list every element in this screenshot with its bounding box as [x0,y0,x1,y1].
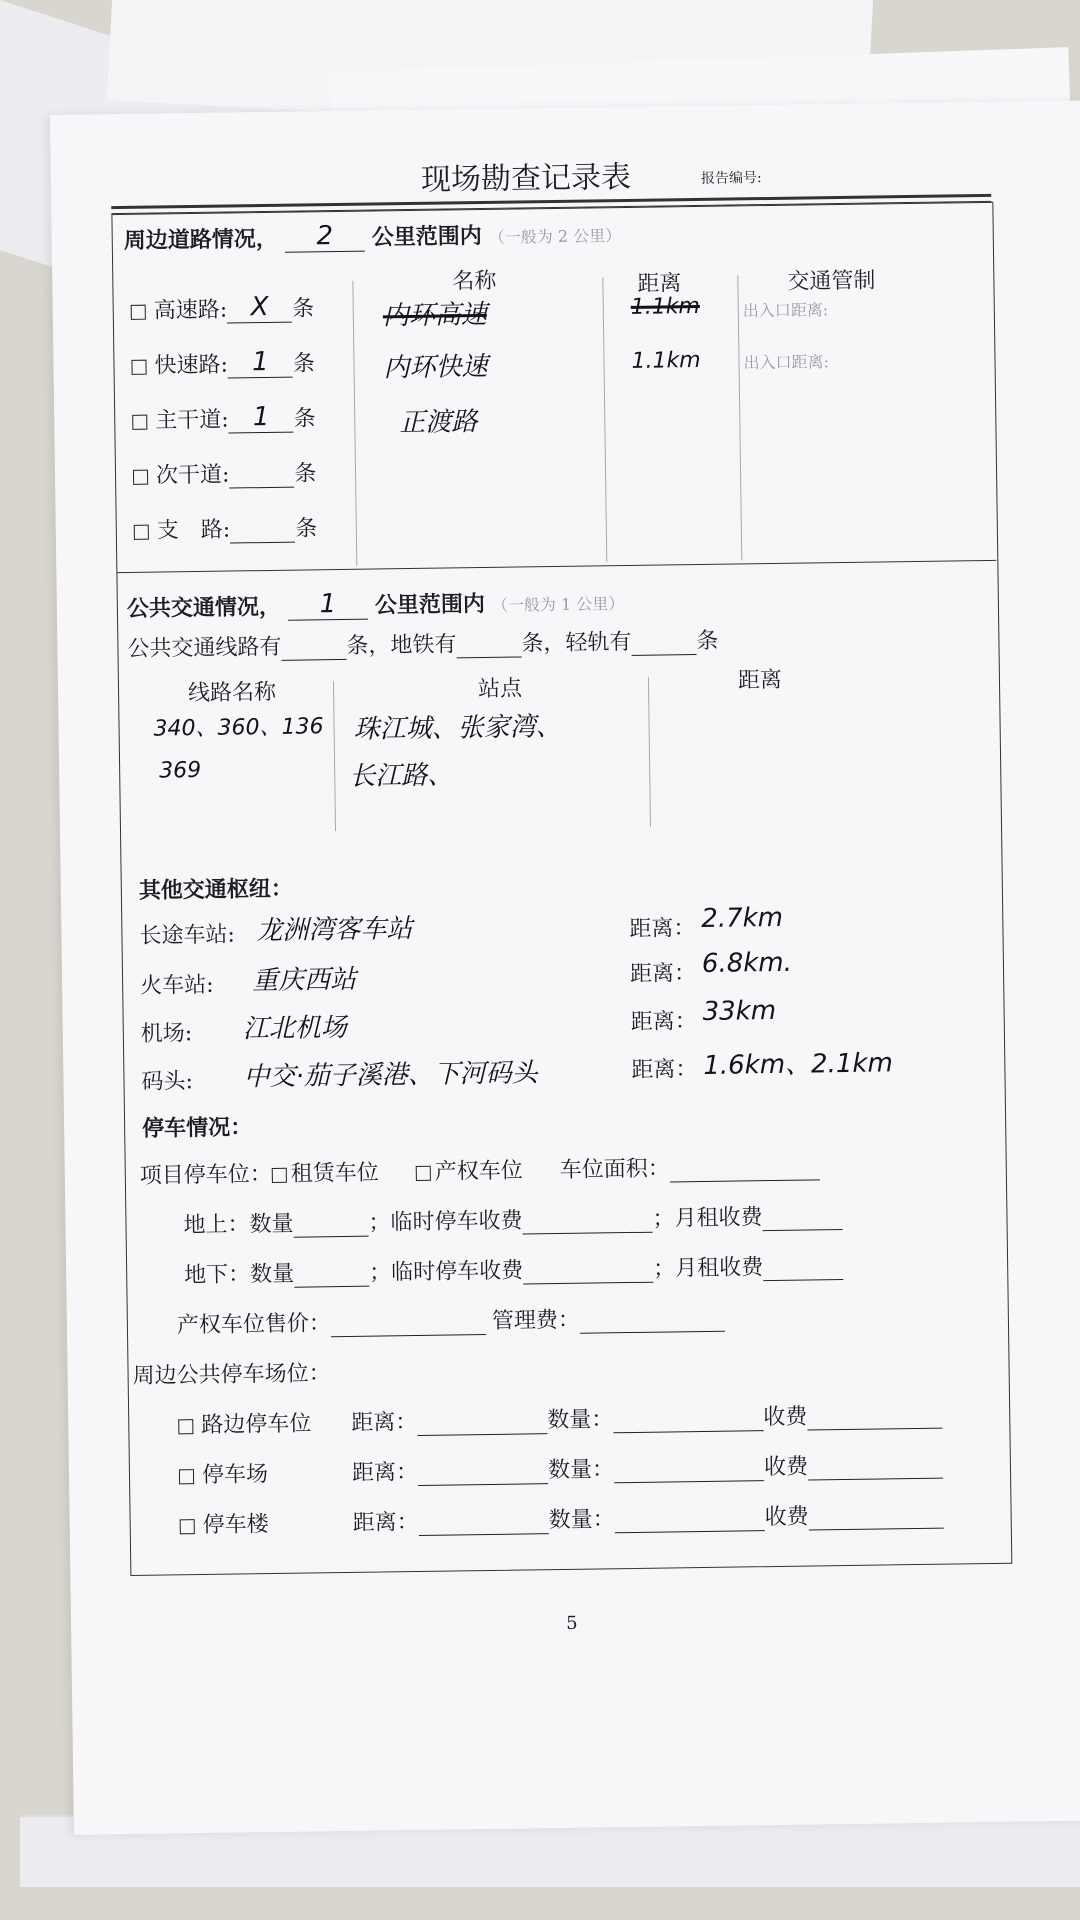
transit-lines-unit: 条，地铁有 [346,632,457,659]
road-unit: 条 [293,406,316,432]
hub-value: 龙洲湾客车站 [256,914,413,947]
road-row-expressway [131,291,315,325]
transit-stop: 长江路、 [349,760,454,792]
road-unit: 条 [292,351,316,377]
roads-col-distance: 距离 [637,271,682,297]
nearby-checkbox[interactable] [178,1419,193,1434]
area-label: 车位面积： [559,1156,671,1183]
road-control-note: 出入口距离: [742,300,829,321]
road-unit: 条 [294,461,317,487]
nearby-distance-label: 距离： [351,1459,419,1486]
hub-value: 重庆西站 [251,964,357,997]
nearby-distance-label: 距离： [352,1509,419,1536]
road-label: 主干道: [155,407,229,434]
roads-radius-value: 2 [316,221,334,252]
metro-unit: 条，轻轨有 [521,629,632,657]
rental-checkbox[interactable] [272,1167,287,1182]
roads-col-name: 名称 [452,268,497,295]
transit-col-distance: 距离 [737,667,783,694]
nearby-checkbox[interactable] [180,1519,195,1534]
road-label: 次干道: [155,462,230,489]
parking-heading [142,1110,252,1143]
nearby-type: 路边停车位 [201,1411,312,1439]
road-count-value: 1 [252,401,270,433]
hub-distance: 33km [702,995,777,1027]
hubs-heading-label: 其他交通枢纽： [138,875,294,904]
road-count-field[interactable] [227,292,292,324]
form-page [50,101,1080,1835]
project-parking-label: 项目停车位： [139,1162,273,1189]
transit-col-stop: 站点 [477,676,523,703]
road-label: 支 路: [156,517,231,544]
road-label: 高速路: [153,297,228,324]
road-checkbox[interactable] [131,304,146,319]
road-distance-crossed: 1.1km [630,293,701,320]
transit-col-route: 线路名称 [187,679,277,707]
roads-heading-label: 周边道路情况， [123,225,278,254]
mgmt-fee-label: 管理费： [491,1307,581,1334]
hub-distance: 6.8km. [701,947,793,979]
road-count-value: 1 [251,346,269,378]
transit-radius-value: 1 [319,589,337,620]
transit-lines-label: 公共交通线路有 [127,634,282,662]
nearby-parking-heading: 周边公共停车场位： [132,1361,331,1389]
nearby-type: 停车楼 [202,1512,269,1539]
road-row-secondary [133,456,317,490]
owned-checkbox[interactable] [416,1165,431,1180]
page-number: 5 [565,1612,578,1634]
hub-distance-label: 距离： [629,961,697,987]
road-count-value: X [250,291,269,323]
hub-label: 码头: [141,1069,194,1095]
road-checkbox[interactable] [132,414,147,429]
temp-fee-label: ；临时停车收费 [369,1258,524,1286]
road-unit: 条 [291,296,315,322]
rental-option: 租赁车位 [290,1160,380,1187]
monthly-fee-label: ；月租收费 [653,1255,764,1282]
above-label: 地上：数量 [183,1211,294,1239]
hubs-heading [139,872,293,905]
form-title: 现场勘查记录表 [420,159,632,198]
road-name: 内环快速 [383,351,488,384]
roads-radius-field[interactable] [285,221,365,253]
nearby-fee-label: 收费 [763,1404,808,1431]
hub-distance-label: 距离： [630,1009,697,1035]
light-rail-unit: 条 [696,628,719,655]
hub-label: 火车站: [139,972,214,999]
road-unit: 条 [295,516,318,542]
hub-value: 中交·茄子溪港、下河码头 [243,1058,538,1093]
monthly-fee-label: ；月租收费 [652,1205,763,1232]
owned-option: 产权车位 [434,1158,524,1185]
road-name-crossed: 内环高速 [382,299,488,332]
nearby-quantity-label: 数量： [547,1407,614,1434]
nearby-distance-label: 距离： [351,1410,418,1436]
transit-radius-suffix: 公里范围内 [374,590,486,619]
nearby-type: 停车场 [201,1462,269,1489]
transit-route: 340、360、136 [153,714,324,742]
hub-distance-label: 距离： [631,1057,698,1083]
road-row-express [131,346,315,380]
nearby-checkbox[interactable] [179,1469,194,1484]
road-count-field[interactable] [228,402,293,434]
road-distance: 1.1km [631,347,701,374]
sale-price-label: 产权车位售价： [176,1311,332,1339]
road-checkbox[interactable] [133,469,148,484]
transit-heading-label: 公共交通情况， [126,593,282,622]
roads-radius-suffix: 公里范围内 [371,222,482,251]
transit-radius-note: （一般为 1 公里） [491,594,625,615]
road-label: 快速路: [154,352,229,379]
transit-radius-field[interactable] [288,589,368,621]
road-row-arterial [132,401,316,435]
below-label: 地下：数量 [184,1261,295,1289]
report-number-label: 报告编号: [700,170,762,187]
hub-label: 长途车站: [139,922,236,949]
transit-route: 369 [158,757,202,784]
roads-radius-note: （一般为 2 公里） [488,226,622,247]
nearby-fee-label: 收费 [764,1504,809,1531]
road-checkbox[interactable] [131,359,146,374]
hub-distance: 2.7km [701,902,784,934]
hub-distance-label: 距离： [629,916,696,942]
road-checkbox[interactable] [134,524,149,539]
temp-fee-label: ；临时停车收费 [368,1208,523,1236]
nearby-quantity-label: 数量： [548,1507,615,1534]
road-row-branch [134,511,318,545]
road-count-field[interactable] [228,347,293,379]
parking-heading-label: 停车情况： [141,1114,253,1142]
hub-distance: 1.6km、2.1km [703,1048,894,1081]
road-control-note: 出入口距离: [743,352,830,373]
roads-col-control: 交通管制 [787,268,876,295]
nearby-quantity-label: 数量： [547,1457,615,1484]
nearby-fee-label: 收费 [763,1454,809,1481]
transit-stop: 珠江城、张家湾、 [353,711,562,745]
road-name: 正渡路 [399,407,478,439]
hub-value: 江北机场 [242,1012,348,1045]
hub-label: 机场: [140,1021,193,1047]
